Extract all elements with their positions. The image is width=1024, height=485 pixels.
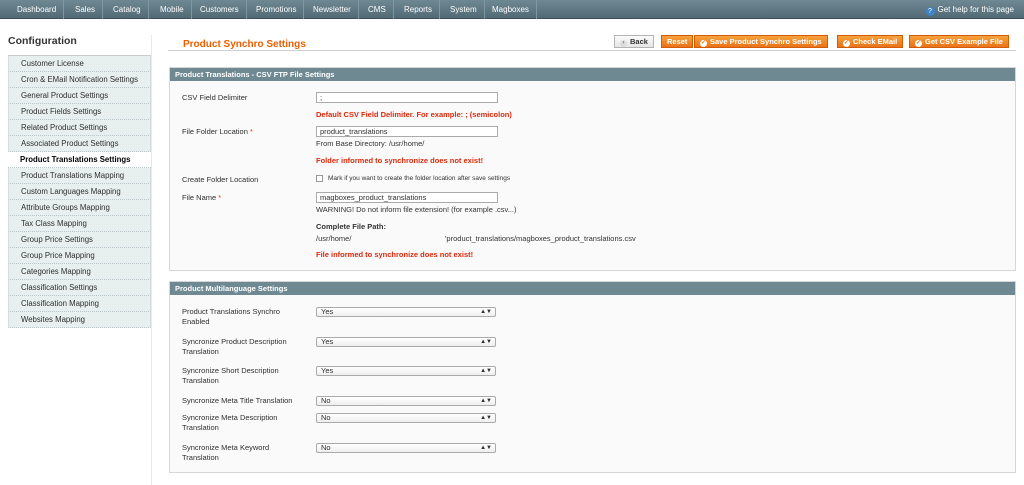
delimiter-input[interactable]: ; [316,92,498,103]
product-description-label [182,337,287,357]
sidebar-item-associated-product[interactable]: Associated Product Settings [8,136,151,152]
complete-path-base: /usr/home/ [316,234,352,243]
product-description-value: Yes [321,337,334,346]
sidebar-item-related-product[interactable]: Related Product Settings [8,120,151,136]
folder-location-input[interactable]: product_translations [316,126,498,137]
header-divider [168,50,1016,51]
config-sidebar [8,35,151,328]
sidebar-item-customer-license[interactable]: Customer License [8,56,151,72]
reset-button-label: Reset [667,37,688,46]
meta-title-select[interactable] [316,396,496,406]
select-arrows-icon: ▲▼ [480,415,492,421]
sidebar-item-attribute-groups[interactable]: Attribute Groups Mapping [8,200,151,216]
sidebar-title: Configuration [8,35,77,47]
nav-customers[interactable]: Customers [193,0,247,19]
select-arrows-icon: ▲▼ [480,368,492,374]
select-arrows-icon: ▲▼ [480,309,492,315]
back-button-label: Back [630,37,648,46]
product-description-select[interactable] [316,337,496,347]
sidebar-item-cron-email[interactable]: Cron & EMail Notification Settings [8,72,151,88]
sidebar-item-product-translations-mapping[interactable]: Product Translations Mapping [8,168,151,184]
sidebar-divider [151,35,152,485]
select-arrows-icon: ▲▼ [480,398,492,404]
sidebar-item-classification-mapping[interactable]: Classification Mapping [8,296,151,312]
nav-promotions[interactable]: Promotions [249,0,304,19]
nav-dashboard[interactable]: Dashboard [10,0,64,19]
meta-title-label [182,396,292,406]
file-name-warning: WARNING! Do not inform file extension! (for example .csv...) [316,205,517,214]
meta-keyword-label [182,443,269,463]
synchro-enabled-label-line1: Product Translations Synchro [182,307,280,316]
folder-location-label-text: File Folder Location [182,127,248,136]
meta-title-label-line1: Syncronize Meta Title Translation [182,396,293,405]
meta-description-value: No [321,413,331,422]
meta-title-value: No [321,396,331,405]
sidebar-item-classification-settings[interactable]: Classification Settings [8,280,151,296]
page-title: Product Synchro Settings [183,39,306,50]
required-mark: * [218,193,222,202]
reset-button[interactable] [661,35,693,48]
folder-error: Folder informed to synchronize does not exist! [316,156,484,165]
check-email-button-label: Check EMail [853,37,898,46]
nav-mobile[interactable]: Mobile [153,0,192,19]
select-arrows-icon: ▲▼ [480,339,492,345]
meta-keyword-value: No [321,443,331,452]
back-arrow-icon: ‹ [620,40,627,47]
delimiter-note: Default CSV Field Delimiter. For example: ; (semicolon) [316,110,512,119]
file-name-input[interactable]: magboxes_product_translations [316,192,498,203]
meta-keyword-label-line1: Syncronize Meta Keyword [182,443,270,452]
help-link-label: Get help for this page [937,5,1014,14]
meta-keyword-label-line2: Translation [182,453,219,462]
product-description-label-line1: Syncronize Product Description [182,337,287,346]
create-folder-label: Create Folder Location [182,175,259,184]
nav-cms[interactable]: CMS [361,0,394,19]
sidebar-item-custom-languages[interactable]: Custom Languages Mapping [8,184,151,200]
meta-description-label-line1: Syncronize Meta Description [182,413,278,422]
sidebar-item-product-translations-settings[interactable]: Product Translations Settings [8,152,151,168]
save-button-label: Save Product Synchro Settings [710,37,822,46]
save-check-icon: ✓ [700,40,707,46]
complete-path-rest: 'product_translations/magboxes_product_translations.csv [445,234,636,243]
synchro-enabled-label-line2: Enabled [182,317,210,326]
nav-system[interactable]: System [443,0,485,19]
multilanguage-settings-section [169,281,1016,473]
short-description-label [182,366,279,386]
sidebar-item-categories-mapping[interactable]: Categories Mapping [8,264,151,280]
synchro-enabled-value: Yes [321,307,334,316]
nav-reports[interactable]: Reports [397,0,440,19]
sidebar-item-group-price-mapping[interactable]: Group Price Mapping [8,248,151,264]
complete-path-title: Complete File Path: [316,222,387,231]
top-navigation [0,0,1024,19]
meta-description-select[interactable] [316,413,496,423]
file-error: File informed to synchronize does not exist! [316,250,474,259]
select-arrows-icon: ▲▼ [480,445,492,451]
required-mark: * [249,127,253,136]
folder-location-label [182,127,253,137]
short-description-label-line2: Translation [182,376,219,385]
nav-newsletter[interactable]: Newsletter [306,0,359,19]
synchro-enabled-select[interactable] [316,307,496,317]
meta-description-label [182,413,277,433]
sidebar-item-tax-class[interactable]: Tax Class Mapping [8,216,151,232]
save-settings-button[interactable] [694,35,828,48]
sidebar-list [8,55,151,328]
meta-description-label-line2: Translation [182,423,219,432]
short-description-select[interactable] [316,366,496,376]
meta-keyword-select[interactable] [316,443,496,453]
create-folder-checkbox[interactable] [316,175,323,182]
help-link[interactable] [926,0,1015,19]
nav-sales[interactable]: Sales [68,0,103,19]
short-description-value: Yes [321,366,334,375]
synchro-enabled-label [182,307,280,327]
file-name-label-text: File Name [182,193,217,202]
sidebar-item-product-fields[interactable]: Product Fields Settings [8,104,151,120]
delimiter-label: CSV Field Delimiter [182,93,248,102]
get-csv-example-button[interactable] [909,35,1009,48]
nav-catalog[interactable]: Catalog [106,0,149,19]
sidebar-item-group-price-settings[interactable]: Group Price Settings [8,232,151,248]
short-description-label-line1: Syncronize Short Description [182,366,279,375]
back-button[interactable] [614,35,654,48]
sidebar-item-websites-mapping[interactable]: Websites Mapping [8,312,151,328]
check-email-button[interactable] [837,35,903,48]
csv-ftp-settings-section [169,67,1016,271]
csv-example-button-label: Get CSV Example File [925,37,1003,46]
product-description-label-line2: Translation [182,347,219,356]
file-name-label [182,193,221,203]
csv-section-header: Product Translations - CSV FTP File Settings [170,68,1015,81]
help-icon: ? [926,7,935,16]
csv-download-icon: ✓ [915,40,922,46]
check-email-icon: ✓ [843,40,850,46]
multilanguage-section-header: Product Multilanguage Settings [170,282,1015,295]
nav-magboxes[interactable]: Magboxes [485,0,537,19]
sidebar-item-general-product[interactable]: General Product Settings [8,88,151,104]
create-folder-note: Mark if you want to create the folder location after save settings [328,175,511,182]
folder-base-note: From Base Directory: /usr/home/ [316,139,425,148]
